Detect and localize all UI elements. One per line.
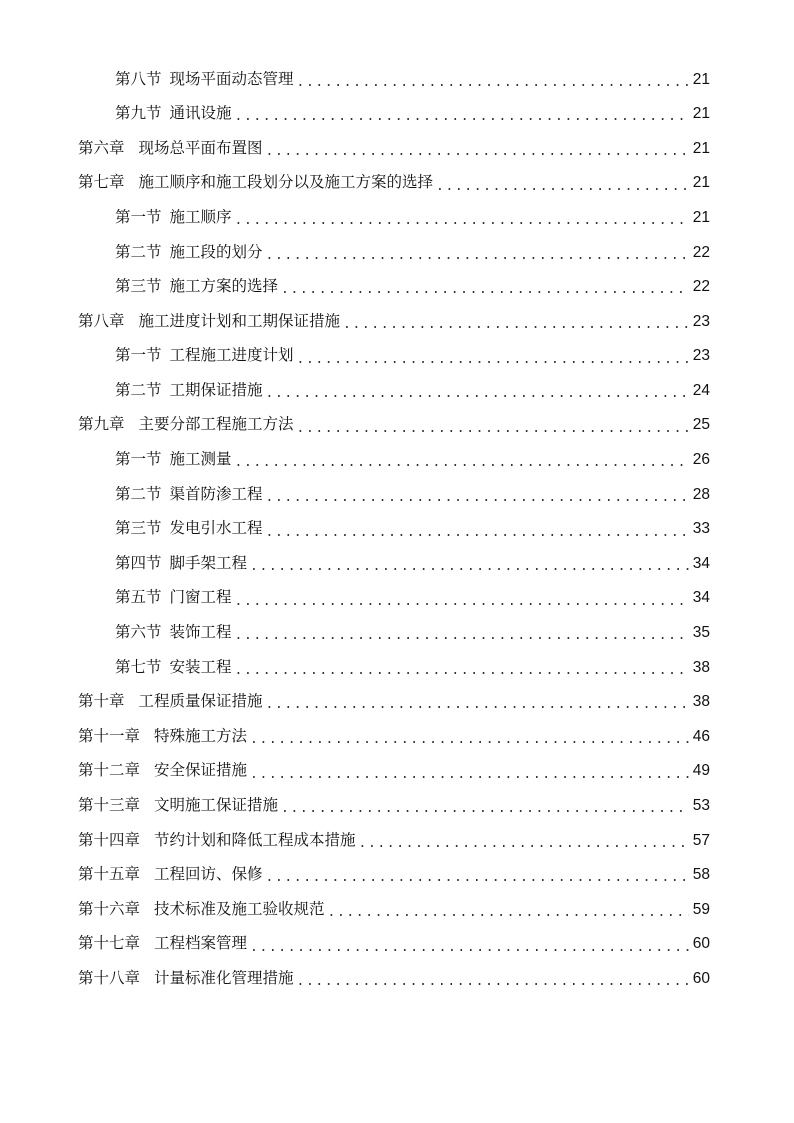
toc-entry-label: 第九节 — [115, 104, 162, 123]
dot-leader — [266, 145, 689, 158]
toc-entry[interactable] — [78, 858, 710, 893]
toc-entry-label: 第一节 — [115, 450, 162, 469]
toc-page-number: 34 — [692, 589, 710, 607]
toc-page-number: 28 — [692, 485, 710, 503]
toc-entry-title: 特殊施工方法 — [154, 726, 248, 745]
toc-entry-label: 第六章 — [78, 138, 125, 157]
toc-entry-label: 第六节 — [115, 623, 162, 642]
toc-entry-label: 第四节 — [115, 553, 162, 572]
dot-leader — [343, 318, 689, 331]
toc-entry[interactable] — [78, 650, 710, 685]
toc-entry-title: 施工段的划分 — [169, 242, 263, 261]
toc-entry[interactable] — [78, 235, 710, 270]
toc-entry-title: 渠首防渗工程 — [169, 484, 263, 503]
toc-entry[interactable] — [78, 719, 710, 754]
toc-entry-title: 工程质量保证措施 — [138, 692, 263, 711]
toc-entry-title: 施工方案的选择 — [169, 277, 279, 296]
toc-page-number: 24 — [692, 381, 710, 399]
dot-leader — [250, 733, 689, 746]
toc-entry-label: 第十四章 — [78, 830, 141, 849]
toc-entry[interactable] — [78, 927, 710, 962]
toc-entry[interactable] — [78, 97, 710, 132]
toc-entry-label: 第十八章 — [78, 968, 141, 987]
toc-entry-label: 第二节 — [115, 242, 162, 261]
dot-leader — [297, 76, 689, 89]
toc-entry-label: 第二节 — [115, 484, 162, 503]
toc-page-number: 21 — [692, 208, 710, 226]
toc-entry[interactable] — [78, 270, 710, 305]
toc-entry-label: 第九章 — [78, 415, 125, 434]
toc-entry[interactable] — [78, 961, 710, 996]
dot-leader — [297, 975, 689, 988]
toc-entry-title: 工程回访、保修 — [154, 865, 263, 884]
toc-page-number: 38 — [692, 693, 710, 711]
toc-entry-label: 第三节 — [115, 277, 162, 296]
toc-entry-label: 第八节 — [115, 69, 162, 88]
toc-entry-label: 第十六章 — [78, 899, 141, 918]
toc-page-number: 33 — [692, 520, 710, 538]
toc-entry-title: 现场总平面布置图 — [138, 138, 263, 157]
toc-entry[interactable] — [78, 339, 710, 374]
dot-leader — [266, 387, 689, 400]
dot-leader — [235, 214, 689, 227]
toc-entry-title: 施工进度计划和工期保证措施 — [138, 311, 341, 330]
toc-entry-label: 第一节 — [115, 207, 162, 226]
toc-entry-label: 第一节 — [115, 346, 162, 365]
toc-entry[interactable] — [78, 754, 710, 789]
dot-leader — [281, 283, 689, 296]
toc-entry-title: 装饰工程 — [169, 623, 232, 642]
dot-leader — [281, 802, 689, 815]
toc-entry[interactable] — [78, 546, 710, 581]
toc-page-number: 38 — [692, 658, 710, 676]
toc-entry-title: 技术标准及施工验收规范 — [154, 899, 325, 918]
toc-page-number: 21 — [692, 105, 710, 123]
dot-leader — [250, 941, 689, 954]
toc-entry[interactable] — [78, 788, 710, 823]
dot-leader — [436, 180, 689, 193]
toc-entry-title: 现场平面动态管理 — [169, 69, 294, 88]
toc-page-number: 59 — [692, 900, 710, 918]
dot-leader — [235, 629, 689, 642]
toc-entry[interactable] — [78, 62, 710, 97]
toc-page-number: 22 — [692, 243, 710, 261]
toc-entry[interactable] — [78, 131, 710, 166]
toc-page-number: 57 — [692, 831, 710, 849]
dot-leader — [297, 422, 689, 435]
dot-leader — [359, 837, 689, 850]
toc-entry[interactable] — [78, 408, 710, 443]
toc-entry-label: 第五节 — [115, 588, 162, 607]
toc-page-number: 25 — [692, 416, 710, 434]
toc-entry-label: 第十七章 — [78, 934, 141, 953]
toc-page-number: 21 — [692, 70, 710, 88]
dot-leader — [235, 110, 689, 123]
toc-entry[interactable] — [78, 477, 710, 512]
toc-entry-title: 通讯设施 — [169, 104, 232, 123]
toc-page-number: 22 — [692, 278, 710, 296]
table-of-contents — [78, 62, 710, 996]
toc-entry-title: 工程档案管理 — [154, 934, 248, 953]
toc-page-number: 53 — [692, 797, 710, 815]
dot-leader — [235, 456, 689, 469]
toc-entry-title: 安装工程 — [169, 657, 232, 676]
toc-page-number: 23 — [692, 347, 710, 365]
toc-page-number: 60 — [692, 935, 710, 953]
toc-entry-title: 文明施工保证措施 — [154, 796, 279, 815]
toc-entry-title: 安全保证措施 — [154, 761, 248, 780]
dot-leader — [235, 664, 689, 677]
toc-entry[interactable] — [78, 685, 710, 720]
toc-page-number: 34 — [692, 554, 710, 572]
toc-page-number: 60 — [692, 969, 710, 987]
toc-page-number: 21 — [692, 174, 710, 192]
toc-page-number: 21 — [692, 139, 710, 157]
dot-leader — [266, 491, 689, 504]
toc-entry-title: 施工测量 — [169, 450, 232, 469]
toc-entry-title: 工程施工进度计划 — [169, 346, 294, 365]
toc-page-number: 58 — [692, 866, 710, 884]
toc-entry[interactable] — [78, 823, 710, 858]
toc-entry-title: 门窗工程 — [169, 588, 232, 607]
toc-entry-title: 工期保证措施 — [169, 380, 263, 399]
toc-entry-label: 第十五章 — [78, 865, 141, 884]
toc-entry-title: 施工顺序和施工段划分以及施工方案的选择 — [138, 173, 434, 192]
toc-entry[interactable] — [78, 373, 710, 408]
dot-leader — [250, 560, 689, 573]
toc-entry[interactable] — [78, 166, 710, 201]
toc-page-number: 49 — [692, 762, 710, 780]
toc-entry[interactable] — [78, 512, 710, 547]
dot-leader — [266, 526, 689, 539]
toc-entry[interactable] — [78, 443, 710, 478]
toc-entry-label: 第十一章 — [78, 726, 141, 745]
toc-page-number: 23 — [692, 312, 710, 330]
toc-entry[interactable] — [78, 581, 710, 616]
toc-page-number: 46 — [692, 727, 710, 745]
dot-leader — [266, 698, 689, 711]
toc-page-number: 35 — [692, 624, 710, 642]
toc-entry-title: 节约计划和降低工程成本措施 — [154, 830, 356, 849]
toc-entry[interactable] — [78, 200, 710, 235]
toc-entry-label: 第十章 — [78, 692, 125, 711]
toc-entry-title: 发电引水工程 — [169, 519, 263, 538]
toc-entry[interactable] — [78, 892, 710, 927]
toc-entry-label: 第十三章 — [78, 796, 141, 815]
dot-leader — [266, 249, 689, 262]
toc-entry-label: 第八章 — [78, 311, 125, 330]
toc-entry-label: 第七章 — [78, 173, 125, 192]
toc-entry[interactable] — [78, 616, 710, 651]
toc-entry-label: 第十二章 — [78, 761, 141, 780]
toc-entry-title: 施工顺序 — [169, 207, 232, 226]
toc-entry[interactable] — [78, 304, 710, 339]
dot-leader — [250, 768, 689, 781]
toc-entry-title: 主要分部工程施工方法 — [138, 415, 294, 434]
toc-page-number: 26 — [692, 451, 710, 469]
dot-leader — [235, 595, 689, 608]
dot-leader — [266, 871, 689, 884]
toc-entry-label: 第七节 — [115, 657, 162, 676]
toc-entry-title: 计量标准化管理措施 — [154, 968, 294, 987]
toc-entry-title: 脚手架工程 — [169, 553, 248, 572]
toc-entry-label: 第三节 — [115, 519, 162, 538]
dot-leader — [328, 906, 689, 919]
dot-leader — [297, 353, 689, 366]
toc-entry-label: 第二节 — [115, 380, 162, 399]
